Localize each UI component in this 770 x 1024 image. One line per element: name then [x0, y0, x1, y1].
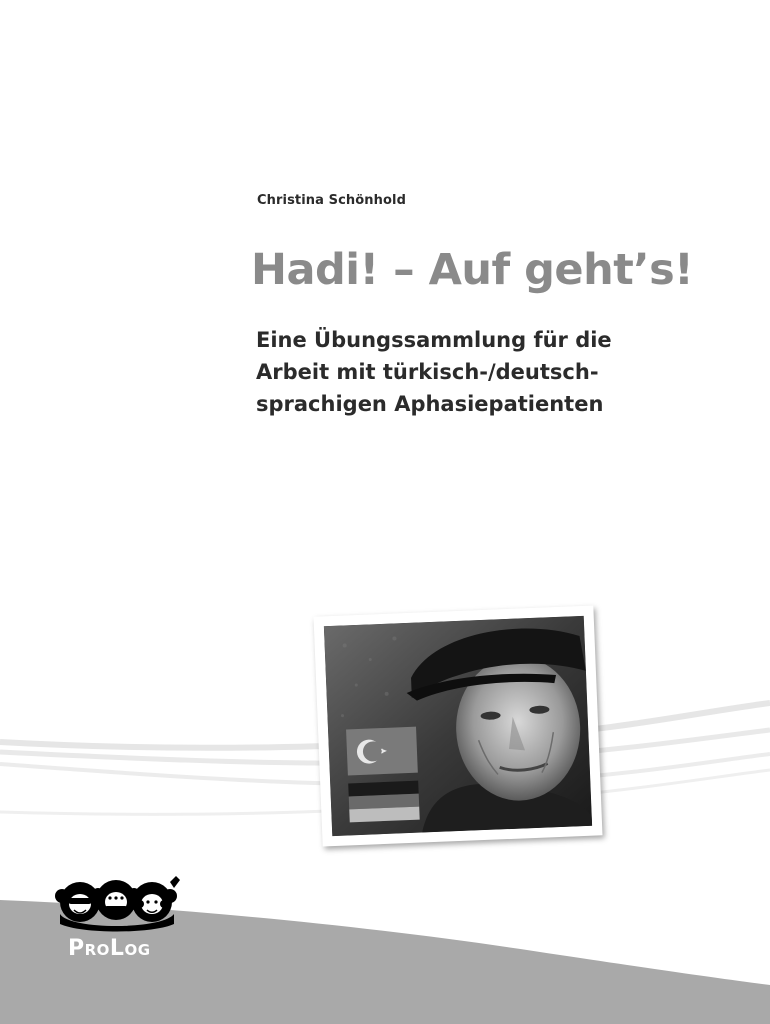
- book-title: Hadi! – Auf geht’s!: [251, 245, 694, 295]
- cover-photo-frame: [313, 605, 602, 846]
- germany-flag-icon: [348, 781, 420, 823]
- book-subtitle: [256, 324, 716, 420]
- turkey-flag-icon: [346, 727, 418, 776]
- elderly-man-photo: [324, 616, 592, 836]
- subtitle-line: Eine Übungssammlung für die: [256, 328, 612, 352]
- publisher-logo-text: ProLog: [68, 936, 151, 961]
- author-name: Christina Schönhold: [257, 193, 406, 208]
- subtitle-line: Arbeit mit türkisch-/deutsch-: [256, 360, 599, 384]
- subtitle-line: sprachigen Aphasiepatienten: [256, 392, 604, 416]
